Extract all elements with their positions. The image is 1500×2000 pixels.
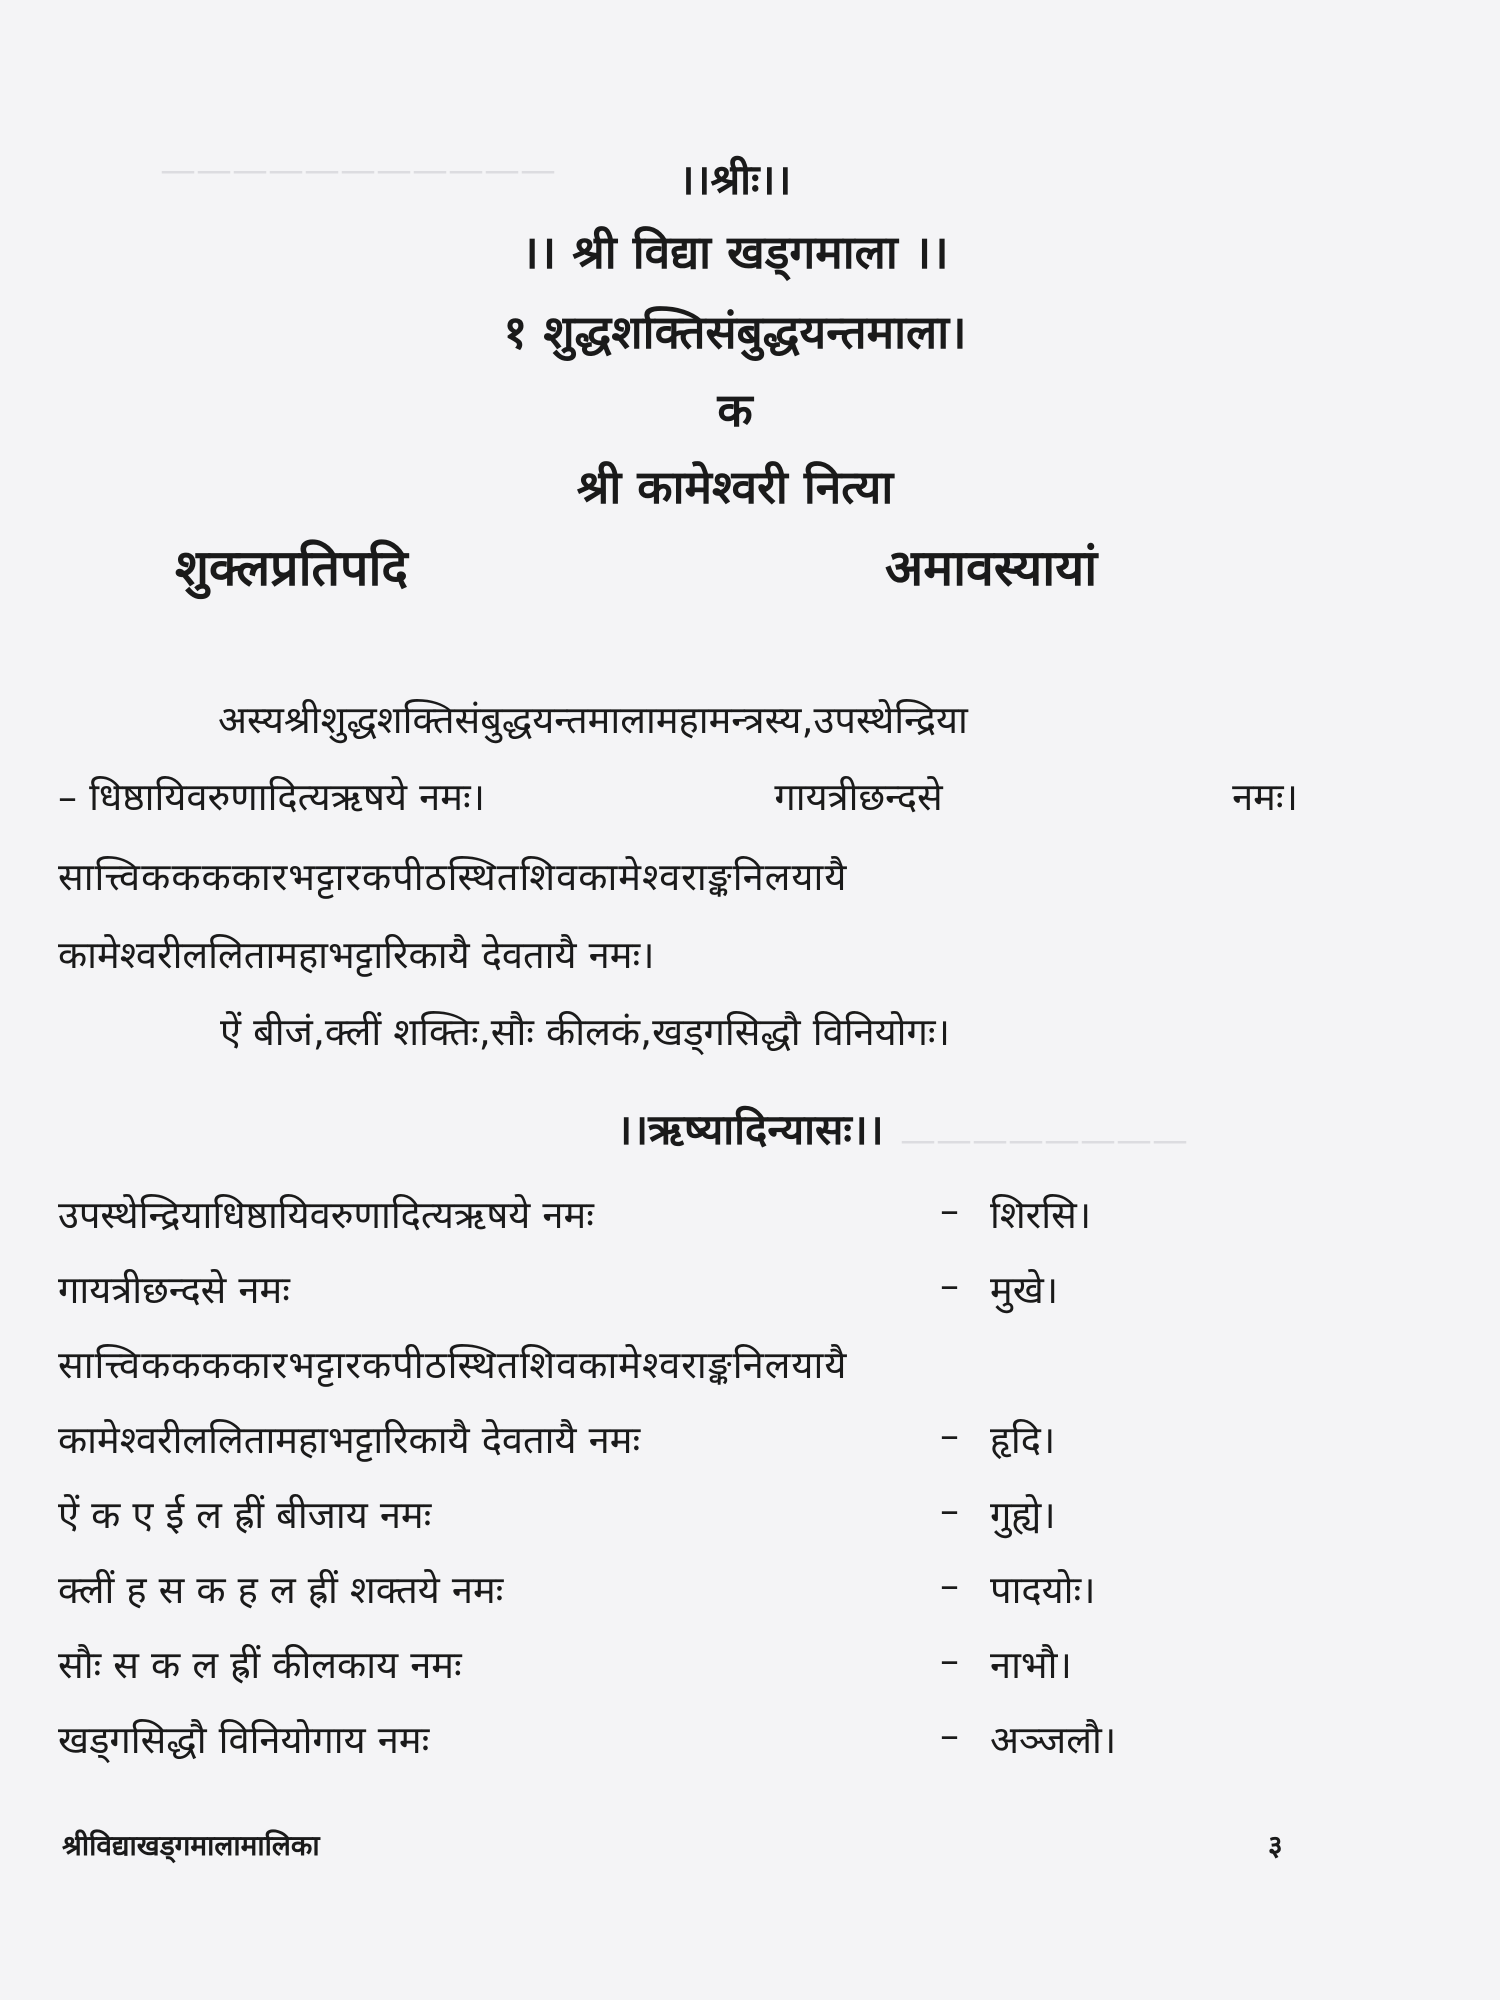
nyasa-dash: – bbox=[940, 1638, 959, 1682]
nyasa-dash: – bbox=[940, 1188, 959, 1232]
nyasa-dash: – bbox=[940, 1563, 959, 1607]
running-footer-title: श्रीविद्याखड्गमालामालिका bbox=[62, 1829, 320, 1862]
nyasa-text: गायत्रीछन्दसे नमः bbox=[58, 1268, 290, 1312]
viniyoga-line-4: कामेश्वरीललितामहाभट्टारिकायै देवतायै नमः। bbox=[58, 933, 655, 977]
nyasa-text: ऐं क ए ई ल ह्रीं बीजाय नमः bbox=[58, 1493, 432, 1537]
nyasa-target: मुखे। bbox=[990, 1268, 1059, 1312]
viniyoga-line-2-a: – धिष्ठायिवरुणादित्यऋषये नमः। bbox=[58, 775, 486, 819]
nyasa-dash: – bbox=[940, 1263, 959, 1307]
invocation-shri: ।।श्रीः।। bbox=[678, 155, 792, 204]
nyasa-text: कामेश्वरीललितामहाभट्टारिकायै देवतायै नमः bbox=[58, 1418, 641, 1462]
subtitle-mala: १ शुद्धशक्तिसंबुद्धयन्तमाला। bbox=[503, 305, 967, 359]
tithi-left: शुक्लप्रतिपदि bbox=[175, 539, 408, 597]
nitya-name: श्री कामेश्वरी नित्या bbox=[576, 460, 894, 514]
nyasa-text: सौः स क ल ह्रीं कीलकाय नमः bbox=[58, 1643, 462, 1687]
nyasa-text: खड्गसिद्धौ विनियोगाय नमः bbox=[58, 1718, 430, 1762]
nyasa-target: पादयोः। bbox=[990, 1568, 1096, 1612]
nyasa-text: उपस्थेन्द्रियाधिष्ठायिवरुणादित्यऋषये नमः bbox=[58, 1193, 594, 1237]
nyasa-dash: – bbox=[940, 1488, 959, 1532]
title-khadgamala: ।। श्री विद्या खड्गमाला ।। bbox=[521, 225, 949, 279]
viniyoga-line-2-b: गायत्रीछन्दसे bbox=[774, 775, 943, 819]
nyasa-target: शिरसि। bbox=[990, 1193, 1092, 1237]
nyasa-dash: – bbox=[940, 1713, 959, 1757]
tithi-right: अमावस्यायां bbox=[885, 539, 1098, 597]
bleed-through-text: ——————————— bbox=[160, 150, 556, 191]
viniyoga-line-3: सात्त्विककककारभट्टारकपीठस्थितशिवकामेश्वराङ्कनिलयायै bbox=[58, 855, 848, 899]
nyasa-dash: – bbox=[940, 1413, 959, 1457]
nyasa-target: हृदि। bbox=[990, 1418, 1056, 1462]
nyasa-target: नाभौ। bbox=[990, 1643, 1072, 1687]
nyasa-text: क्लीं ह स क ह ल ह्रीं शक्तये नमः bbox=[58, 1568, 504, 1612]
nyasa-target: अञ्जलौ। bbox=[990, 1718, 1117, 1762]
syllable-heading: क bbox=[717, 383, 753, 437]
nyasa-text: सात्त्विककककारभट्टारकपीठस्थितशिवकामेश्वराङ्कनिलयायै bbox=[58, 1343, 848, 1387]
page-number: ३ bbox=[1268, 1829, 1283, 1862]
viniyoga-line-2-c: नमः। bbox=[1232, 775, 1298, 819]
viniyoga-line-2 bbox=[58, 770, 1298, 822]
viniyoga-line-5: ऐं बीजं,क्लीं शक्तिः,सौः कीलकं,खड्गसिद्धौ विनियोगः। bbox=[220, 1010, 950, 1054]
viniyoga-line-1: अस्यश्रीशुद्धशक्तिसंबुद्धयन्तमालामहामन्त्रस्य,उपस्थेन्द्रिया bbox=[218, 698, 968, 742]
section-title-rishyadinyasa: ।।ऋष्यादिन्यासः।। bbox=[616, 1105, 884, 1154]
nyasa-target: गुह्ये। bbox=[990, 1493, 1056, 1537]
bleed-through-text: ———————— bbox=[900, 1120, 1188, 1161]
